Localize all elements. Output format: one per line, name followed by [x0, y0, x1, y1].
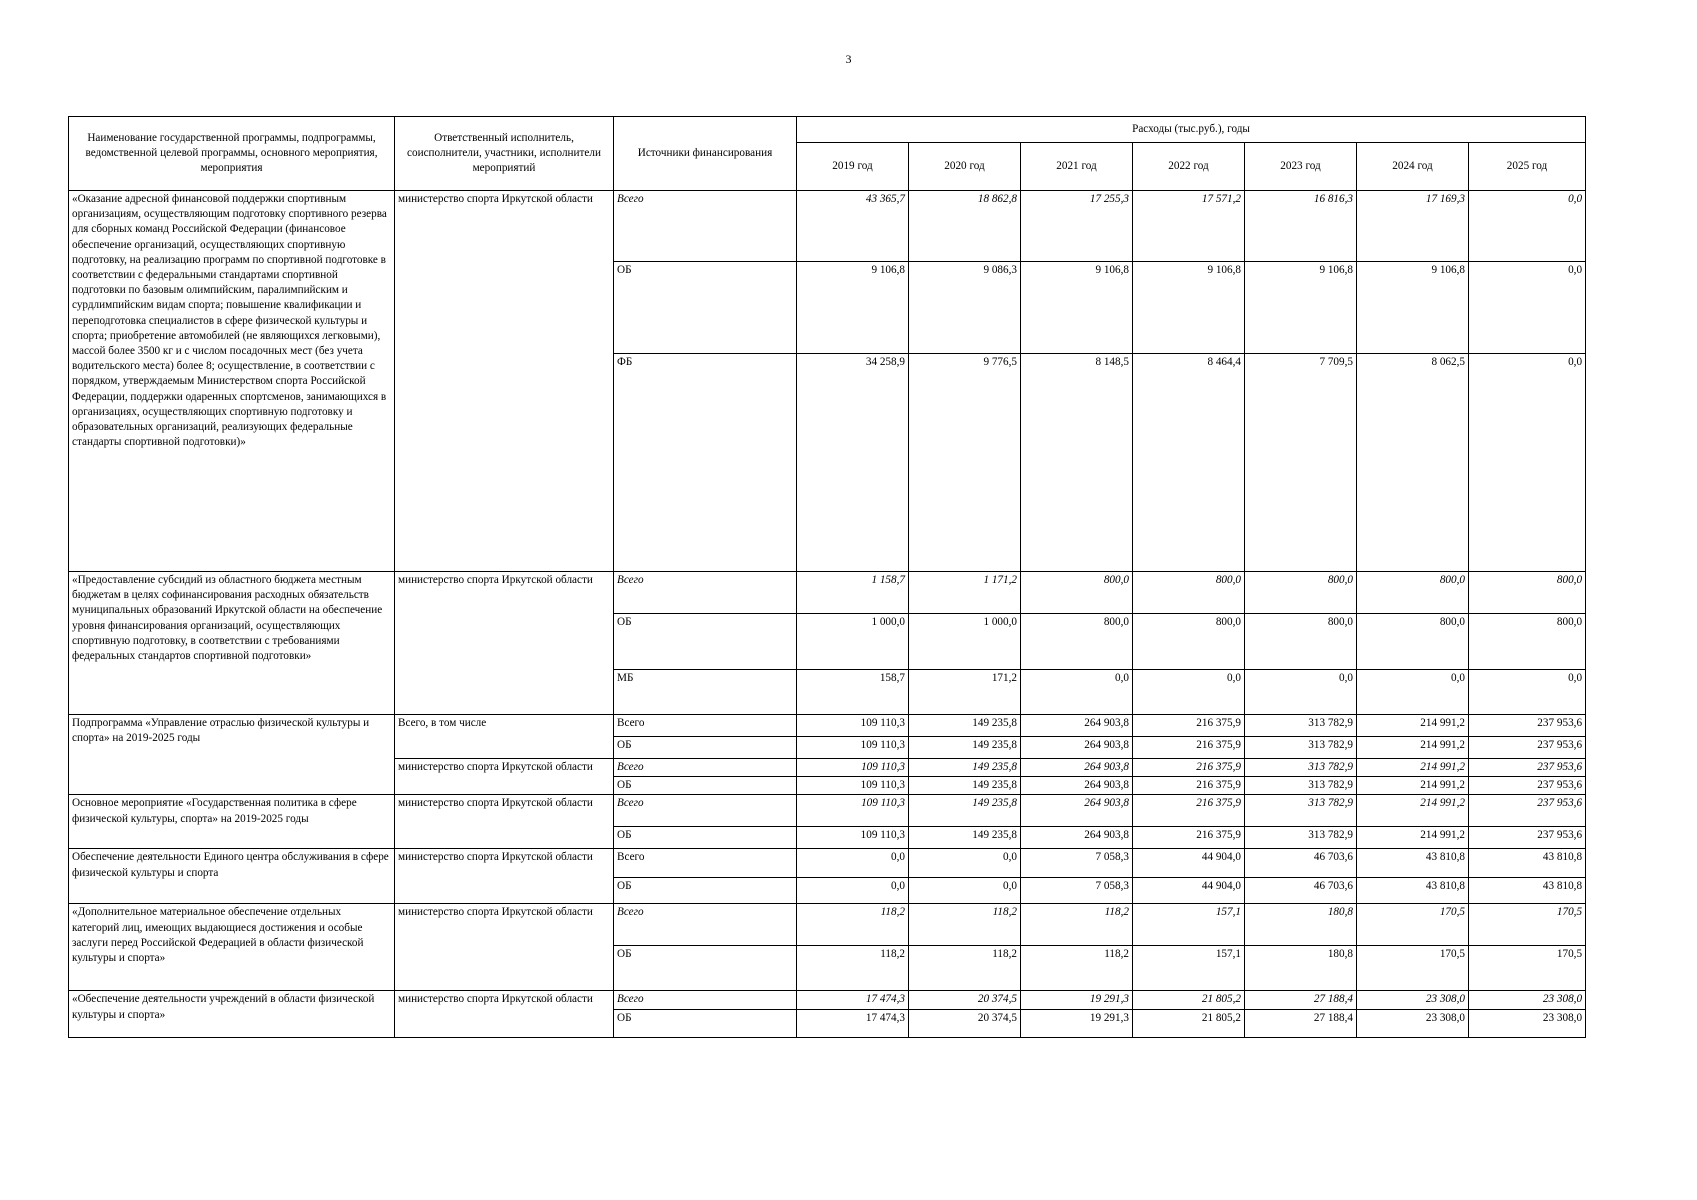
funding-source-cell: Всего	[614, 904, 797, 946]
amount-cell: 17 474,3	[797, 991, 909, 1009]
amount-cell: 800,0	[1021, 572, 1133, 614]
amount-cell: 0,0	[909, 849, 1021, 878]
amount-cell: 216 375,9	[1133, 759, 1245, 777]
amount-cell: 237 953,6	[1469, 715, 1586, 737]
amount-cell: 23 308,0	[1357, 991, 1469, 1009]
amount-cell: 216 375,9	[1133, 777, 1245, 795]
amount-cell: 118,2	[797, 904, 909, 946]
funding-source-cell: Всего	[614, 715, 797, 737]
amount-cell: 118,2	[909, 946, 1021, 991]
amount-cell: 9 106,8	[1357, 262, 1469, 354]
funding-source-cell: ОБ	[614, 262, 797, 354]
measure-name-cell: «Оказание адресной финансовой поддержки спортивным организациям, осуществляющим подготовку спортивного резерва для сборных команд Российской Федерации (финансовое обеспечение организаций, осуществляющих спортивную подготовку, на реализацию программ по спортивной подготовке в соответствии с федеральными стандартами спортивной подготовки по базовым олимпийским, паралимпийским и сурдлимпийским видам спорта; повышение квалификации и переподготовка специалистов в сфере физической культуры и спорта; приобретение автомобилей (не являющихся легковыми), массой более 3500 кг и с числом посадочных мест (без учета водительского места) более 8; осуществление, в соответствии с порядком, утверждаемым Министерством спорта Российской Федерации, поддержки одаренных спортсменов, занимающихся в организациях, осуществляющих спортивную подготовку и образовательных организаций, реализующих федеральные стандарты спортивной подготовки)»	[69, 191, 395, 572]
amount-cell: 20 374,5	[909, 991, 1021, 1009]
amount-cell: 8 148,5	[1021, 354, 1133, 572]
amount-cell: 109 110,3	[797, 827, 909, 849]
amount-cell: 21 805,2	[1133, 1009, 1245, 1037]
funding-source-cell: ОБ	[614, 777, 797, 795]
executor-cell: министерство спорта Иркутской области	[395, 572, 614, 715]
amount-cell: 8 062,5	[1357, 354, 1469, 572]
amount-cell: 171,2	[909, 670, 1021, 715]
measure-name-cell: Основное мероприятие «Государственная политика в сфере физической культуры, спорта» на 2019-2025 годы	[69, 795, 395, 849]
funding-source-cell: ОБ	[614, 827, 797, 849]
amount-cell: 170,5	[1357, 904, 1469, 946]
amount-cell: 264 903,8	[1021, 777, 1133, 795]
executor-cell: министерство спорта Иркутской области	[395, 904, 614, 991]
funding-source-cell: ОБ	[614, 1009, 797, 1037]
measure-name-cell: Обеспечение деятельности Единого центра обслуживания в сфере физической культуры и спорта	[69, 849, 395, 904]
header-source-column: Источники финансирования	[614, 117, 797, 191]
amount-cell: 23 308,0	[1469, 1009, 1586, 1037]
amount-cell: 149 235,8	[909, 827, 1021, 849]
amount-cell: 237 953,6	[1469, 795, 1586, 827]
amount-cell: 170,5	[1357, 946, 1469, 991]
amount-cell: 9 106,8	[797, 262, 909, 354]
amount-cell: 34 258,9	[797, 354, 909, 572]
measure-name-cell: «Дополнительное материальное обеспечение отдельных категорий лиц, имеющих выдающиеся достижения и особые заслуги перед Российской Федерацией в области физической культуры и спорта»	[69, 904, 395, 991]
amount-cell: 214 991,2	[1357, 759, 1469, 777]
budget-table	[68, 116, 1586, 1038]
amount-cell: 0,0	[1133, 670, 1245, 715]
amount-cell: 149 235,8	[909, 795, 1021, 827]
amount-cell: 264 903,8	[1021, 795, 1133, 827]
amount-cell: 19 291,3	[1021, 1009, 1133, 1037]
amount-cell: 264 903,8	[1021, 759, 1133, 777]
funding-source-cell: ОБ	[614, 614, 797, 670]
header-year: 2025 год	[1469, 143, 1586, 191]
amount-cell: 800,0	[1469, 572, 1586, 614]
page-number: 3	[845, 52, 852, 66]
amount-cell: 313 782,9	[1245, 715, 1357, 737]
header-name-column: Наименование государственной программы, подпрограммы, ведомственной целевой программы, основного мероприятия, мероприятия	[69, 117, 395, 191]
amount-cell: 214 991,2	[1357, 715, 1469, 737]
amount-cell: 214 991,2	[1357, 827, 1469, 849]
amount-cell: 216 375,9	[1133, 795, 1245, 827]
amount-cell: 313 782,9	[1245, 827, 1357, 849]
amount-cell: 216 375,9	[1133, 827, 1245, 849]
funding-source-cell: Всего	[614, 759, 797, 777]
amount-cell: 109 110,3	[797, 737, 909, 759]
header-executor-column: Ответственный исполнитель, соисполнители, участники, исполнители мероприятий	[395, 117, 614, 191]
amount-cell: 21 805,2	[1133, 991, 1245, 1009]
table-header	[69, 117, 1586, 191]
amount-cell: 7 058,3	[1021, 878, 1133, 904]
amount-cell: 0,0	[797, 849, 909, 878]
header-year: 2023 год	[1245, 143, 1357, 191]
amount-cell: 17 169,3	[1357, 191, 1469, 262]
table-row	[69, 991, 1586, 1009]
executor-cell: министерство спорта Иркутской области	[395, 795, 614, 849]
amount-cell: 44 904,0	[1133, 849, 1245, 878]
amount-cell: 800,0	[1133, 614, 1245, 670]
table-row	[69, 191, 1586, 262]
amount-cell: 0,0	[1469, 670, 1586, 715]
amount-cell: 0,0	[797, 878, 909, 904]
amount-cell: 237 953,6	[1469, 827, 1586, 849]
amount-cell: 9 776,5	[909, 354, 1021, 572]
executor-cell: министерство спорта Иркутской области	[395, 849, 614, 904]
amount-cell: 264 903,8	[1021, 827, 1133, 849]
amount-cell: 0,0	[1469, 354, 1586, 572]
amount-cell: 214 991,2	[1357, 777, 1469, 795]
amount-cell: 800,0	[1245, 614, 1357, 670]
amount-cell: 149 235,8	[909, 777, 1021, 795]
measure-name-cell: «Обеспечение деятельности учреждений в области физической культуры и спорта»	[69, 991, 395, 1037]
amount-cell: 27 188,4	[1245, 1009, 1357, 1037]
amount-cell: 9 106,8	[1021, 262, 1133, 354]
amount-cell: 1 000,0	[797, 614, 909, 670]
funding-source-cell: ОБ	[614, 878, 797, 904]
amount-cell: 149 235,8	[909, 759, 1021, 777]
amount-cell: 313 782,9	[1245, 737, 1357, 759]
amount-cell: 0,0	[1245, 670, 1357, 715]
amount-cell: 9 106,8	[1133, 262, 1245, 354]
amount-cell: 46 703,6	[1245, 878, 1357, 904]
amount-cell: 157,1	[1133, 946, 1245, 991]
measure-name-cell: Подпрограмма «Управление отраслью физической культуры и спорта» на 2019-2025 годы	[69, 715, 395, 795]
amount-cell: 158,7	[797, 670, 909, 715]
amount-cell: 800,0	[1357, 572, 1469, 614]
amount-cell: 1 158,7	[797, 572, 909, 614]
amount-cell: 313 782,9	[1245, 777, 1357, 795]
amount-cell: 313 782,9	[1245, 795, 1357, 827]
amount-cell: 237 953,6	[1469, 777, 1586, 795]
amount-cell: 170,5	[1469, 946, 1586, 991]
amount-cell: 109 110,3	[797, 715, 909, 737]
amount-cell: 9 106,8	[1245, 262, 1357, 354]
amount-cell: 800,0	[1469, 614, 1586, 670]
amount-cell: 214 991,2	[1357, 795, 1469, 827]
amount-cell: 800,0	[1357, 614, 1469, 670]
amount-cell: 23 308,0	[1357, 1009, 1469, 1037]
amount-cell: 18 862,8	[909, 191, 1021, 262]
amount-cell: 264 903,8	[1021, 737, 1133, 759]
amount-cell: 43 810,8	[1357, 878, 1469, 904]
funding-source-cell: Всего	[614, 572, 797, 614]
amount-cell: 9 086,3	[909, 262, 1021, 354]
amount-cell: 27 188,4	[1245, 991, 1357, 1009]
funding-source-cell: Всего	[614, 191, 797, 262]
amount-cell: 17 255,3	[1021, 191, 1133, 262]
header-year: 2024 год	[1357, 143, 1469, 191]
amount-cell: 0,0	[1469, 191, 1586, 262]
amount-cell: 19 291,3	[1021, 991, 1133, 1009]
table-row	[69, 904, 1586, 946]
funding-source-cell: ФБ	[614, 354, 797, 572]
amount-cell: 1 000,0	[909, 614, 1021, 670]
amount-cell: 7 058,3	[1021, 849, 1133, 878]
executor-cell: министерство спорта Иркутской области	[395, 991, 614, 1037]
amount-cell: 800,0	[1021, 614, 1133, 670]
funding-source-cell: МБ	[614, 670, 797, 715]
amount-cell: 237 953,6	[1469, 737, 1586, 759]
amount-cell: 0,0	[1357, 670, 1469, 715]
amount-cell: 118,2	[1021, 946, 1133, 991]
amount-cell: 16 816,3	[1245, 191, 1357, 262]
amount-cell: 237 953,6	[1469, 759, 1586, 777]
table-row	[69, 849, 1586, 878]
measure-name-cell: «Предоставление субсидий из областного бюджета местным бюджетам в целях софинансирования расходных обязательств муниципальных образований Иркутской области на обеспечение уровня финансирования организаций, осуществляющих спортивную подготовку, в соответствии с требованиями федеральных стандартов спортивной подготовки»	[69, 572, 395, 715]
amount-cell: 109 110,3	[797, 759, 909, 777]
amount-cell: 180,8	[1245, 946, 1357, 991]
header-year: 2019 год	[797, 143, 909, 191]
amount-cell: 170,5	[1469, 904, 1586, 946]
table-row	[69, 795, 1586, 827]
amount-cell: 17 571,2	[1133, 191, 1245, 262]
amount-cell: 0,0	[1469, 262, 1586, 354]
amount-cell: 264 903,8	[1021, 715, 1133, 737]
amount-cell: 216 375,9	[1133, 715, 1245, 737]
header-expenses-column: Расходы (тыс.руб.), годы	[797, 117, 1586, 143]
amount-cell: 118,2	[909, 904, 1021, 946]
funding-source-cell: ОБ	[614, 737, 797, 759]
amount-cell: 46 703,6	[1245, 849, 1357, 878]
amount-cell: 149 235,8	[909, 715, 1021, 737]
amount-cell: 118,2	[1021, 904, 1133, 946]
funding-source-cell: Всего	[614, 991, 797, 1009]
table-row	[69, 715, 1586, 737]
executor-cell: Всего, в том числе	[395, 715, 614, 759]
header-year: 2022 год	[1133, 143, 1245, 191]
amount-cell: 109 110,3	[797, 777, 909, 795]
amount-cell: 149 235,8	[909, 737, 1021, 759]
amount-cell: 20 374,5	[909, 1009, 1021, 1037]
amount-cell: 180,8	[1245, 904, 1357, 946]
amount-cell: 1 171,2	[909, 572, 1021, 614]
amount-cell: 118,2	[797, 946, 909, 991]
header-year: 2020 год	[909, 143, 1021, 191]
amount-cell: 0,0	[909, 878, 1021, 904]
amount-cell: 313 782,9	[1245, 759, 1357, 777]
funding-source-cell: Всего	[614, 795, 797, 827]
amount-cell: 43 365,7	[797, 191, 909, 262]
table-row	[69, 572, 1586, 614]
amount-cell: 23 308,0	[1469, 991, 1586, 1009]
amount-cell: 109 110,3	[797, 795, 909, 827]
amount-cell: 800,0	[1245, 572, 1357, 614]
executor-cell: министерство спорта Иркутской области	[395, 759, 614, 795]
amount-cell: 7 709,5	[1245, 354, 1357, 572]
amount-cell: 43 810,8	[1469, 849, 1586, 878]
amount-cell: 43 810,8	[1357, 849, 1469, 878]
amount-cell: 44 904,0	[1133, 878, 1245, 904]
amount-cell: 17 474,3	[797, 1009, 909, 1037]
funding-source-cell: ОБ	[614, 946, 797, 991]
header-year: 2021 год	[1021, 143, 1133, 191]
amount-cell: 8 464,4	[1133, 354, 1245, 572]
funding-source-cell: Всего	[614, 849, 797, 878]
amount-cell: 157,1	[1133, 904, 1245, 946]
executor-cell: министерство спорта Иркутской области	[395, 191, 614, 572]
table-body	[69, 191, 1586, 1038]
amount-cell: 0,0	[1021, 670, 1133, 715]
amount-cell: 800,0	[1133, 572, 1245, 614]
amount-cell: 214 991,2	[1357, 737, 1469, 759]
amount-cell: 43 810,8	[1469, 878, 1586, 904]
amount-cell: 216 375,9	[1133, 737, 1245, 759]
